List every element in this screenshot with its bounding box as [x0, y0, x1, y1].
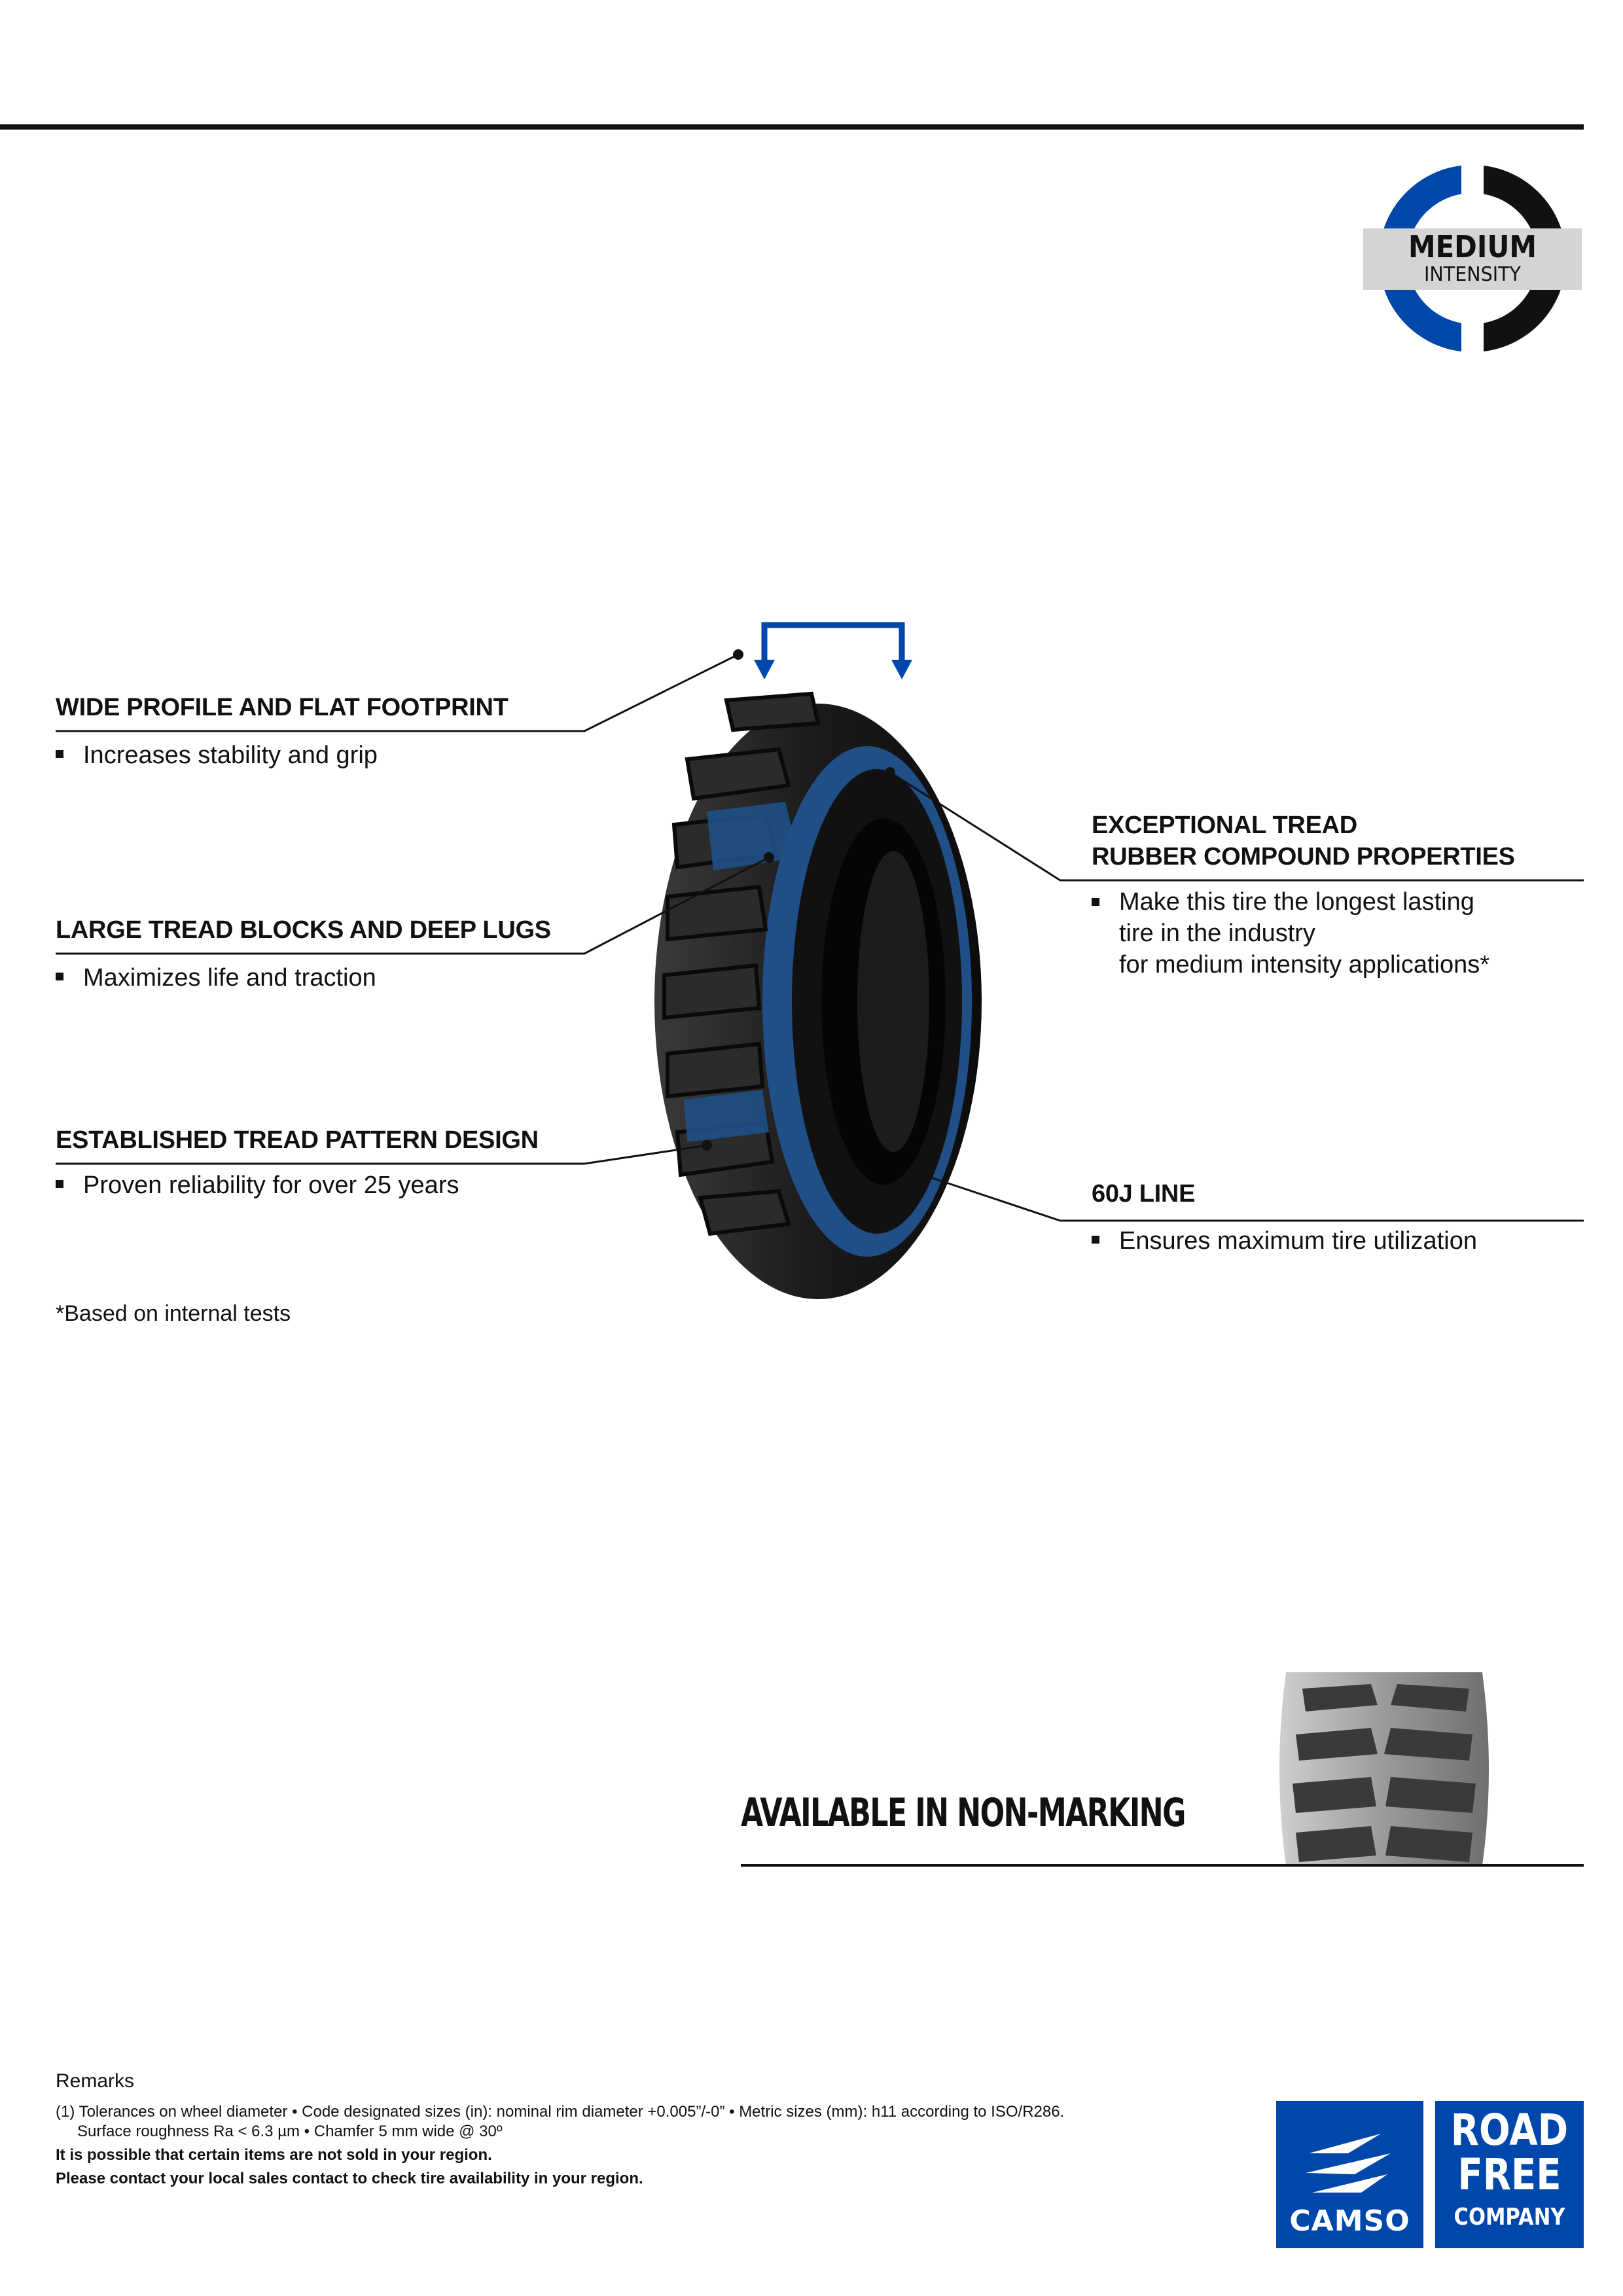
company-word: COMPANY	[1454, 2204, 1565, 2231]
non-marking-rule	[741, 1864, 1584, 1867]
feature-title-compound: EXCEPTIONAL TREAD RUBBER COMPOUND PROPERTIES	[1092, 812, 1515, 870]
feature-title-tread-pattern: ESTABLISHED TREAD PATTERN DESIGN	[56, 1126, 539, 1154]
feature-bullet-60j-line: Ensures maximum tire utilization	[1092, 1225, 1477, 1257]
road-word: ROAD	[1450, 2105, 1569, 2155]
bullet-square-icon	[56, 750, 63, 758]
camso-wordmark: CAMSO	[1289, 2204, 1410, 2238]
remarks-line-4: Please contact your local sales contact to check tire availability in your region.	[56, 2170, 643, 2187]
feature-title-wide-profile: WIDE PROFILE AND FLAT FOOTPRINT	[56, 694, 508, 721]
remarks-line-2: Surface roughness Ra < 6.3 µm • Chamfer 5 mm wide @ 30º	[77, 2123, 503, 2140]
camso-logo	[1276, 2101, 1423, 2248]
bullet-square-icon	[56, 973, 63, 980]
badge-line1: MEDIUM	[1408, 229, 1537, 264]
remarks-line-1: (1) Tolerances on wheel diameter • Code designated sizes (in): nominal rim diameter +0.005”/-0” • Metric sizes (mm): h11 according to ISO/R286.	[56, 2103, 1065, 2121]
feature-bullet-tread-pattern: Proven reliability for over 25 years	[56, 1170, 459, 1201]
feature-title-tread-blocks: LARGE TREAD BLOCKS AND DEEP LUGS	[56, 916, 551, 944]
feature-bullet-tread-blocks: Maximizes life and traction	[56, 962, 376, 994]
footnote: *Based on internal tests	[56, 1301, 291, 1326]
camso-bird-icon	[1302, 2127, 1397, 2199]
bullet-square-icon	[1092, 1236, 1099, 1244]
non-marking-tire-image	[1273, 1672, 1495, 1865]
bullet-square-icon	[1092, 898, 1099, 906]
bullet-square-icon	[56, 1180, 63, 1188]
feature-bullet-wide-profile: Increases stability and grip	[56, 740, 378, 771]
remarks-line-3: It is possible that certain items are not sold in your region.	[56, 2146, 492, 2164]
feature-bullet-compound: Make this tire the longest lasting tire in the industry for medium intensity applications*	[1092, 886, 1489, 980]
feature-title-60j-line: 60J LINE	[1092, 1180, 1196, 1208]
remarks-title: Remarks	[56, 2070, 135, 2092]
badge-line2: INTENSITY	[1424, 263, 1522, 286]
road-free-company-logo	[1435, 2101, 1584, 2248]
free-word: FREE	[1457, 2149, 1561, 2200]
non-marking-label: AVAILABLE IN NON-MARKING	[741, 1790, 1185, 1836]
